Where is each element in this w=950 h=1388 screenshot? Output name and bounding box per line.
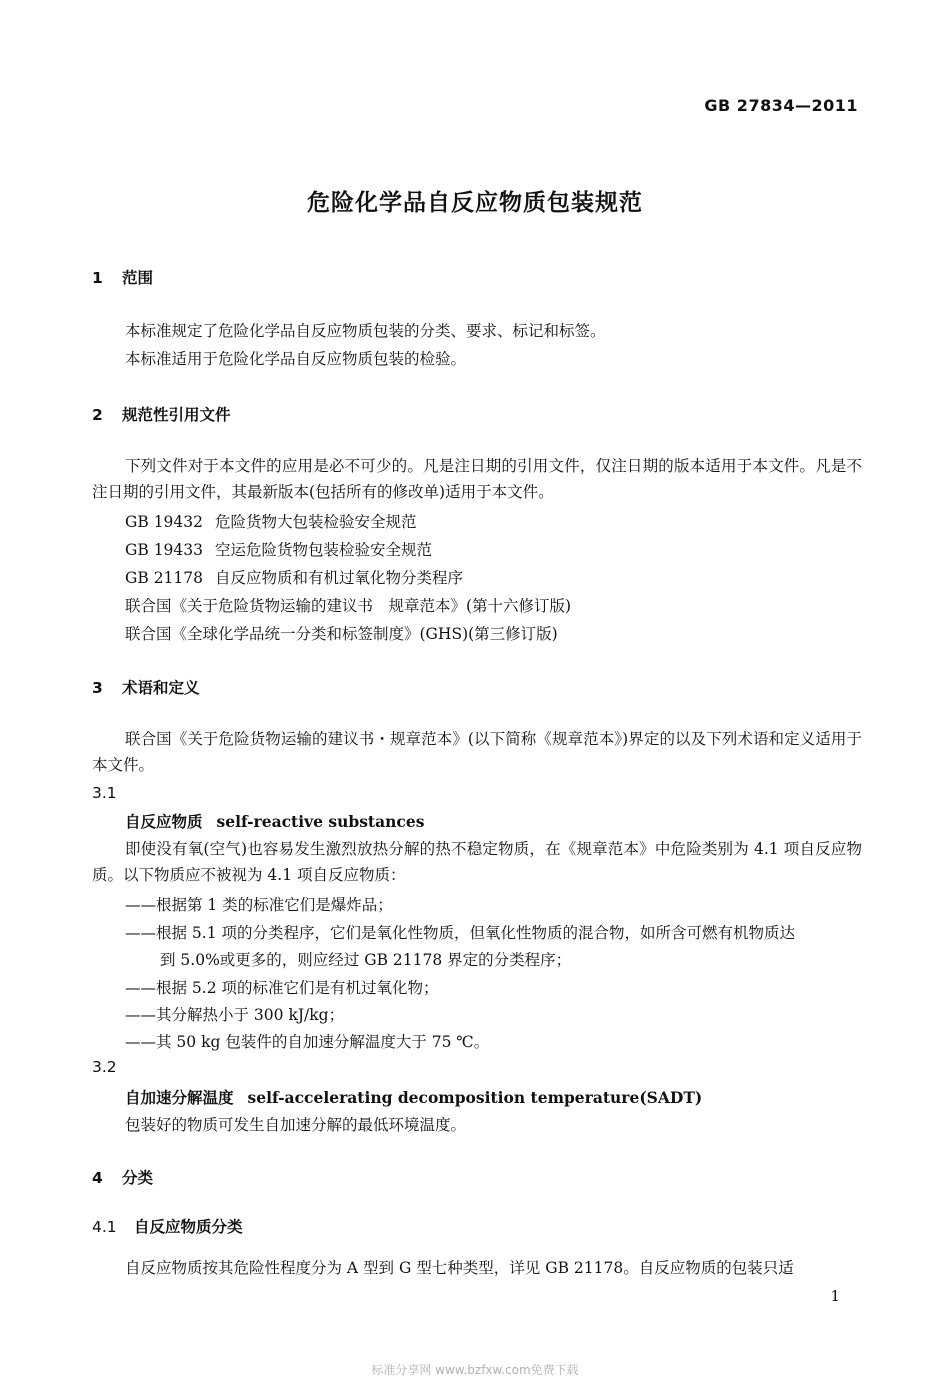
reference-item <box>125 510 417 532</box>
paragraph: 本标准适用于危险化学品自反应物质包装的检验。 <box>125 350 467 368</box>
section-3-heading <box>92 676 200 698</box>
paragraph: 自反应物质按其危险性程度分为 A 型到 G 型七种类型，详见 GB 21178。自反应物质的包装只适 <box>125 1259 794 1277</box>
section-title: 术语和定义 <box>122 679 200 697</box>
section-number: 4 <box>92 1169 103 1187</box>
subsection-title: 自反应物质分类 <box>134 1218 243 1236</box>
reference-code: GB 21178 <box>125 569 204 587</box>
subsection-number: 4.1 <box>92 1218 117 1236</box>
section-2-heading <box>92 403 231 425</box>
list-item: ——其 50 kg 包装件的自加速分解温度大于 75 ℃。 <box>125 1033 490 1051</box>
reference-title: 自反应物质和有机过氧化物分类程序 <box>215 569 464 587</box>
section-title: 规范性引用文件 <box>122 406 231 424</box>
term-definition: 包装好的物质可发生自加速分解的最低环境温度。 <box>125 1116 467 1134</box>
page-number: 1 <box>830 1287 840 1305</box>
term-heading <box>125 1086 702 1108</box>
reference-code: GB 19433 <box>125 541 204 559</box>
reference-item <box>125 566 463 588</box>
reference-code: GB 19432 <box>125 513 204 531</box>
section-number: 3 <box>92 679 103 697</box>
term-heading <box>125 810 424 832</box>
list-item-continuation: 到 5.0%或更多的，则应经过 GB 21178 界定的分类程序； <box>160 951 572 969</box>
subsection-4-1-heading <box>92 1215 243 1237</box>
section-title: 分类 <box>122 1169 154 1187</box>
term-english: self-accelerating decomposition temperature(SADT) <box>247 1088 703 1107</box>
document-title: 危险化学品自反应物质包装规范 <box>307 190 643 216</box>
reference-item <box>125 538 432 560</box>
term-number: 3.2 <box>92 1058 117 1076</box>
section-1-heading <box>92 266 153 288</box>
section-4-heading <box>92 1166 153 1188</box>
reference-title: 空运危险货物包装检验安全规范 <box>215 541 433 559</box>
reference-item: 联合国《全球化学品统一分类和标签制度》(GHS)(第三修订版) <box>125 625 558 643</box>
section-number: 1 <box>92 269 103 287</box>
term-english: self-reactive substances <box>216 812 425 831</box>
paragraph: 联合国《关于危险货物运输的建议书・规章范本》(以下简称《规章范本》)界定的以及下列术语和定义适用于本文件。 <box>92 730 862 774</box>
list-item: ——其分解热小于 300 kJ/kg； <box>125 1006 345 1024</box>
term-chinese: 自加速分解温度 <box>125 1089 234 1107</box>
paragraph: 本标准规定了危险化学品自反应物质包装的分类、要求、标记和标签。 <box>125 322 606 340</box>
list-item: ——根据 5.2 项的标准它们是有机过氧化物； <box>125 979 439 997</box>
term-number: 3.1 <box>92 784 117 802</box>
term-definition: 即使没有氧(空气)也容易发生激烈放热分解的热不稳定物质，在《规章范本》中危险类别为 4.1 项自反应物质。以下物质应不被视为 4.1 项自反应物质： <box>92 840 862 884</box>
section-number: 2 <box>92 406 103 424</box>
list-item: ——根据第 1 类的标准它们是爆炸品； <box>125 896 393 914</box>
reference-title: 危险货物大包装检验安全规范 <box>215 513 417 531</box>
reference-item: 联合国《关于危险货物运输的建议书 规章范本》(第十六修订版) <box>125 597 572 615</box>
term-chinese: 自反应物质 <box>125 813 203 831</box>
standard-code: GB 27834—2011 <box>704 96 858 115</box>
paragraph: 下列文件对于本文件的应用是必不可少的。凡是注日期的引用文件，仅注日期的版本适用于本文件。凡是不注日期的引用文件，其最新版本(包括所有的修改单)适用于本文件。 <box>92 457 862 501</box>
watermark: 标准分享网 www.bzfxw.com免费下载 <box>371 1363 579 1377</box>
list-item: ——根据 5.1 项的分类程序，它们是氧化性物质，但氧化性物质的混合物，如所含可燃有机物质达 <box>125 924 796 942</box>
section-title: 范围 <box>122 269 154 287</box>
